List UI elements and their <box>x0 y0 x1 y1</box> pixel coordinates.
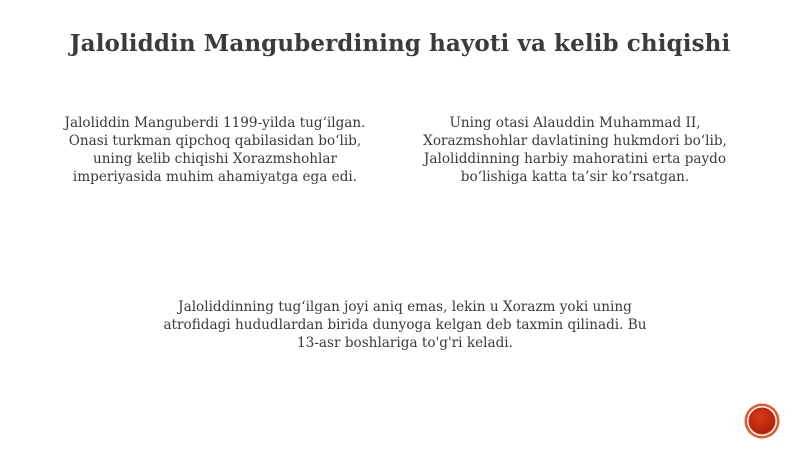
paragraph-line: bo‘lishiga katta ta’sir ko‘rsatgan. <box>460 169 690 185</box>
paragraph-father <box>400 114 750 186</box>
paragraph-line: Jaloliddin Manguberdi 1199-yilda tug‘ilgan. <box>64 115 366 131</box>
paragraph-birth <box>40 114 390 186</box>
paragraph-line: Jaloliddinning harbiy mahoratini erta paydo <box>423 151 727 167</box>
paragraph-birthplace <box>130 298 680 352</box>
paragraph-line: 13-asr boshlariga to'g'ri keladi. <box>297 335 513 351</box>
paragraph-line: Xorazmshohlar davlatining hukmdori bo‘lib, <box>423 133 727 149</box>
paragraph-line: imperiyasida muhim ahamiyatga ega edi. <box>72 169 358 185</box>
paragraph-line: Jaloliddinning tug‘ilgan joyi aniq emas, lekin u Xorazm yoki uning <box>178 299 632 315</box>
paragraph-line: Onasi turkman qipchoq qabilasidan bo‘lib, <box>68 133 362 149</box>
paragraph-line: atrofidagi hududlardan birida dunyoga kelgan deb taxmin qilinadi. Bu <box>163 317 647 333</box>
paragraph-line: uning kelib chiqishi Xorazmshohlar <box>93 151 337 167</box>
circle-button-icon[interactable] <box>747 406 777 436</box>
paragraph-line: Uning otasi Alauddin Muhammad II, <box>449 115 701 131</box>
slide-title: Jaloliddin Manguberdining hayoti va kelib chiqishi <box>69 30 731 57</box>
